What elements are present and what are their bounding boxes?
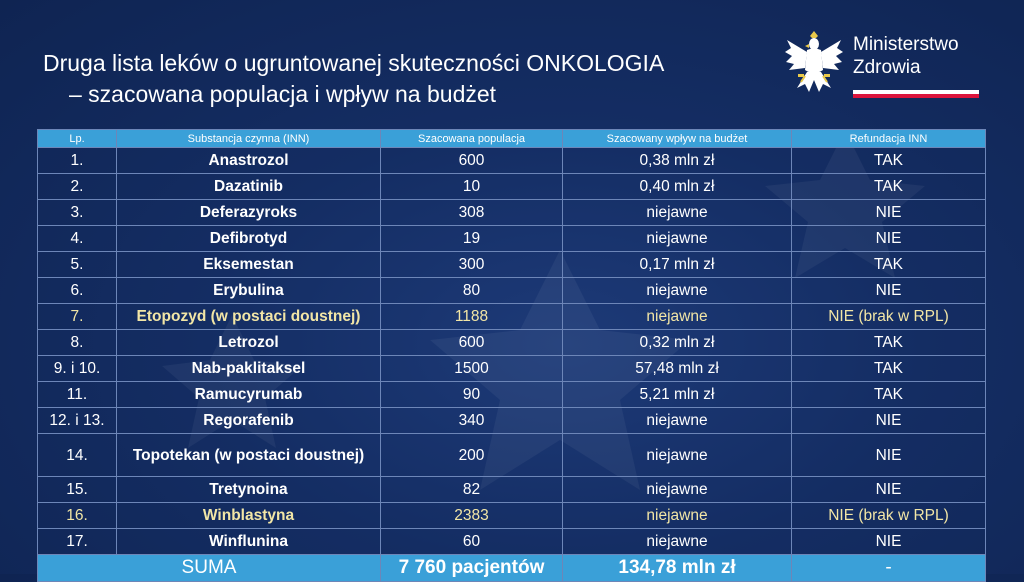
cell-substance: Winblastyna	[117, 503, 381, 529]
cell-budget: 0,32 mln zł	[563, 330, 792, 356]
table-header-row	[38, 130, 986, 148]
polish-flag-stripe	[853, 90, 979, 98]
table-row	[38, 434, 986, 477]
total-population: 7 760 pacjentów	[381, 555, 563, 582]
cell-budget: niejawne	[563, 304, 792, 330]
table-row	[38, 529, 986, 555]
total-label: SUMA	[38, 555, 381, 582]
cell-population: 200	[381, 434, 563, 477]
cell-substance: Ramucyrumab	[117, 382, 381, 408]
cell-refund: TAK	[792, 330, 986, 356]
cell-lp: 5.	[38, 252, 117, 278]
cell-substance: Topotekan (w postaci doustnej)	[117, 434, 381, 477]
slide-title-line-2: – szacowana populacja i wpływ na budżet	[69, 81, 497, 107]
cell-refund: TAK	[792, 356, 986, 382]
ministry-name-line-2: Zdrowia	[853, 57, 921, 78]
total-refund: -	[792, 555, 986, 582]
cell-population: 600	[381, 148, 563, 174]
cell-population: 308	[381, 200, 563, 226]
cell-refund: NIE (brak w RPL)	[792, 503, 986, 529]
table-row	[38, 503, 986, 529]
table-row	[38, 148, 986, 174]
table-row	[38, 278, 986, 304]
header-substance: Substancja czynna (INN)	[117, 130, 381, 148]
cell-budget: 57,48 mln zł	[563, 356, 792, 382]
cell-population: 90	[381, 382, 563, 408]
cell-substance: Letrozol	[117, 330, 381, 356]
cell-lp: 14.	[38, 434, 117, 477]
cell-substance: Anastrozol	[117, 148, 381, 174]
cell-budget: niejawne	[563, 434, 792, 477]
polish-eagle-icon	[783, 30, 845, 98]
cell-refund: NIE	[792, 434, 986, 477]
cell-substance: Erybulina	[117, 278, 381, 304]
cell-population: 80	[381, 278, 563, 304]
header-budget: Szacowany wpływ na budżet	[563, 130, 792, 148]
cell-lp: 7.	[38, 304, 117, 330]
cell-substance: Eksemestan	[117, 252, 381, 278]
cell-population: 1188	[381, 304, 563, 330]
cell-population: 10	[381, 174, 563, 200]
table-row	[38, 477, 986, 503]
cell-substance: Deferazyroks	[117, 200, 381, 226]
table-row	[38, 304, 986, 330]
total-budget: 134,78 mln zł	[563, 555, 792, 582]
flag-red-band	[853, 94, 979, 98]
cell-substance: Nab-paklitaksel	[117, 356, 381, 382]
cell-population: 340	[381, 408, 563, 434]
cell-refund: NIE	[792, 278, 986, 304]
cell-substance: Dazatinib	[117, 174, 381, 200]
cell-refund: TAK	[792, 382, 986, 408]
slide-title	[43, 48, 664, 110]
table-row	[38, 252, 986, 278]
cell-lp: 15.	[38, 477, 117, 503]
cell-substance: Etopozyd (w postaci doustnej)	[117, 304, 381, 330]
cell-population: 60	[381, 529, 563, 555]
cell-lp: 11.	[38, 382, 117, 408]
header-population: Szacowana populacja	[381, 130, 563, 148]
cell-budget: 0,38 mln zł	[563, 148, 792, 174]
table-row	[38, 382, 986, 408]
cell-population: 1500	[381, 356, 563, 382]
cell-budget: 5,21 mln zł	[563, 382, 792, 408]
cell-lp: 3.	[38, 200, 117, 226]
table-row	[38, 356, 986, 382]
cell-population: 19	[381, 226, 563, 252]
cell-budget: 0,17 mln zł	[563, 252, 792, 278]
cell-refund: NIE	[792, 226, 986, 252]
cell-substance: Defibrotyd	[117, 226, 381, 252]
cell-substance: Regorafenib	[117, 408, 381, 434]
table-row	[38, 174, 986, 200]
header-refund: Refundacja INN	[792, 130, 986, 148]
cell-budget: niejawne	[563, 278, 792, 304]
table-row	[38, 330, 986, 356]
table-row	[38, 408, 986, 434]
cell-budget: niejawne	[563, 226, 792, 252]
cell-lp: 2.	[38, 174, 117, 200]
cell-population: 600	[381, 330, 563, 356]
ministry-logo	[783, 30, 983, 102]
cell-lp: 6.	[38, 278, 117, 304]
cell-population: 300	[381, 252, 563, 278]
ministry-name	[853, 33, 959, 79]
cell-refund: TAK	[792, 252, 986, 278]
cell-substance: Winflunina	[117, 529, 381, 555]
cell-budget: niejawne	[563, 200, 792, 226]
cell-lp: 17.	[38, 529, 117, 555]
table-row	[38, 226, 986, 252]
cell-refund: TAK	[792, 174, 986, 200]
table-row	[38, 200, 986, 226]
cell-lp: 9. i 10.	[38, 356, 117, 382]
total-row	[38, 555, 986, 582]
cell-substance: Tretynoina	[117, 477, 381, 503]
cell-refund: NIE	[792, 408, 986, 434]
cell-refund: NIE	[792, 477, 986, 503]
cell-population: 2383	[381, 503, 563, 529]
slide-title-line-1: Druga lista leków o ugruntowanej skuteczności ONKOLOGIA	[43, 50, 665, 76]
drug-list-table	[37, 129, 986, 582]
cell-lp: 8.	[38, 330, 117, 356]
cell-refund: NIE	[792, 200, 986, 226]
cell-lp: 12. i 13.	[38, 408, 117, 434]
cell-budget: niejawne	[563, 408, 792, 434]
cell-refund: TAK	[792, 148, 986, 174]
cell-refund: NIE (brak w RPL)	[792, 304, 986, 330]
cell-budget: 0,40 mln zł	[563, 174, 792, 200]
cell-population: 82	[381, 477, 563, 503]
ministry-name-line-1: Ministerstwo	[853, 34, 959, 55]
cell-budget: niejawne	[563, 529, 792, 555]
cell-lp: 4.	[38, 226, 117, 252]
cell-lp: 16.	[38, 503, 117, 529]
cell-budget: niejawne	[563, 503, 792, 529]
cell-refund: NIE	[792, 529, 986, 555]
cell-lp: 1.	[38, 148, 117, 174]
cell-budget: niejawne	[563, 477, 792, 503]
header-lp: Lp.	[38, 130, 117, 148]
